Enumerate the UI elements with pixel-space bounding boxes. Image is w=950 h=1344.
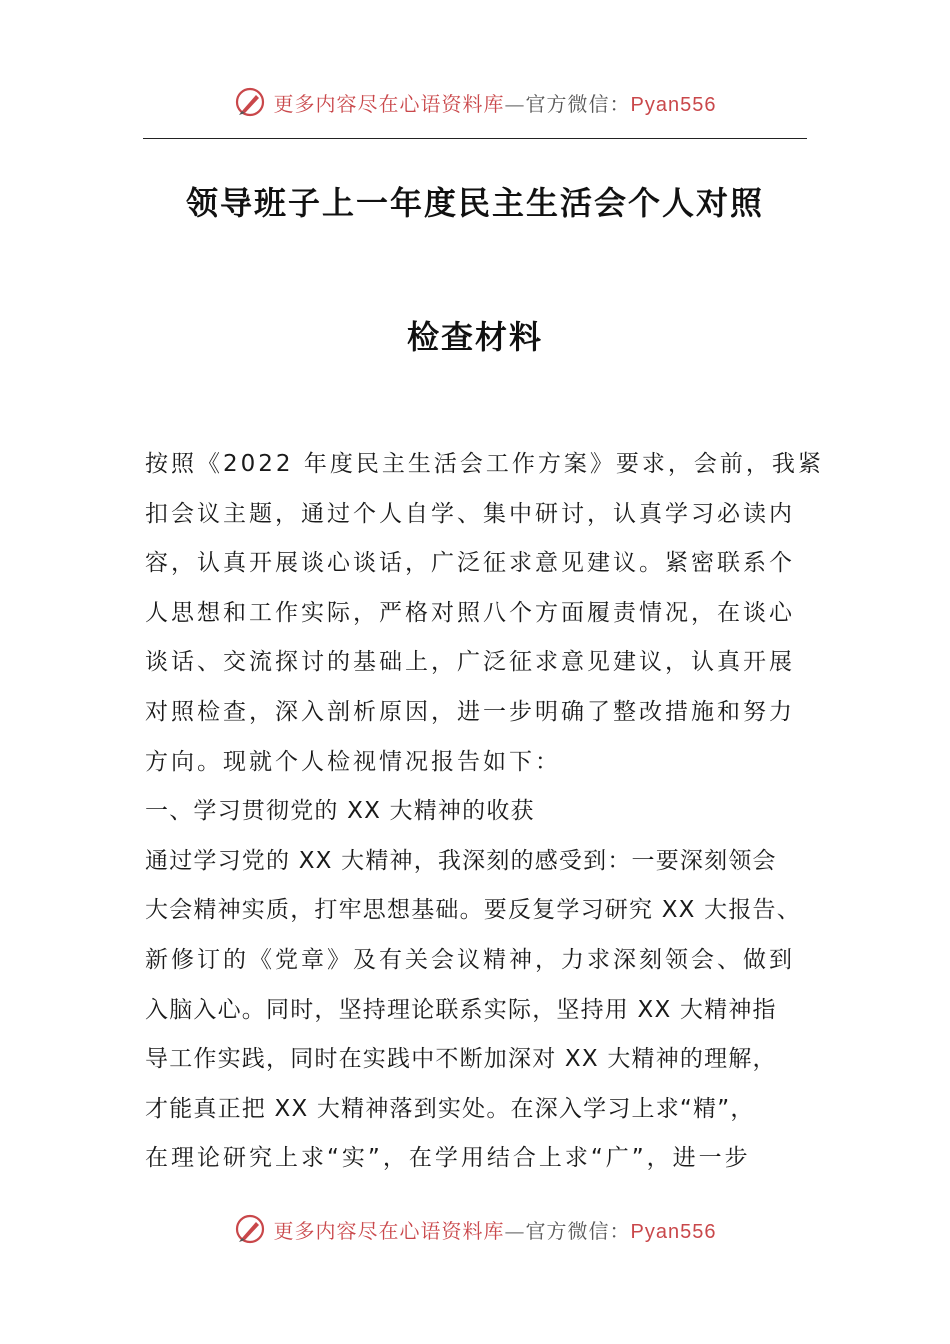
- watermark-text: [274, 88, 717, 117]
- watermark-separator: —: [504, 91, 526, 116]
- section-heading: 一、学习贯彻党的 XX 大精神的收获: [145, 798, 535, 825]
- header-watermark: [0, 82, 950, 122]
- body-line: 大会精神实质，打牢思想基础。要反复学习研究 XX 大报告、: [145, 897, 801, 924]
- body-line: 入脑入心。同时，坚持理论联系实际，坚持用 XX 大精神指: [145, 996, 777, 1023]
- watermark-wechat-id: Pyan556: [630, 93, 717, 116]
- body-line: 谈话、交流探讨的基础上，广泛征求意见建议，认真开展: [145, 649, 795, 676]
- body-line: 扣会议主题，通过个人自学、集中研讨，认真学习必读内: [145, 500, 795, 527]
- watermark-brand: 更多内容尽在心语资料库: [273, 1218, 505, 1243]
- watermark-brand: 更多内容尽在心语资料库: [273, 91, 505, 116]
- pen-circle-logo-icon: [234, 1213, 266, 1245]
- body-line: 对照检查，深入剖析原因，进一步明确了整改措施和努力: [145, 698, 795, 725]
- body-line: 新修订的《党章》及有关会议精神，力求深刻领会、做到: [145, 946, 795, 973]
- body-line: 通过学习党的 XX 大精神，我深刻的感受到：一要深刻领会: [145, 847, 777, 874]
- body-line: 才能真正把 XX 大精神落到实处。在深入学习上求“精”，: [145, 1095, 755, 1122]
- watermark-separator: —: [504, 1218, 526, 1243]
- watermark-wechat-id: Pyan556: [630, 1220, 717, 1243]
- watermark-text: [274, 1215, 717, 1244]
- watermark-label: 官方微信：: [525, 1218, 631, 1243]
- body-line: 方向。现就个人检视情况报告如下：: [145, 748, 561, 775]
- footer-watermark: [0, 1209, 950, 1249]
- body-line: 导工作实践，同时在实践中不断加深对 XX 大精神的理解，: [145, 1046, 777, 1073]
- watermark-label: 官方微信：: [525, 91, 631, 116]
- body-line: 在理论研究上求“实”，在学用结合上求“广”，进一步: [145, 1145, 751, 1172]
- pen-circle-logo-icon: [234, 86, 266, 118]
- header-divider: [143, 138, 807, 139]
- body-line: 容，认真开展谈心谈话，广泛征求意见建议。紧密联系个: [145, 550, 795, 577]
- document-body: [145, 440, 825, 1184]
- document-title-line1: 领导班子上一年度民主生活会个人对照: [185, 184, 764, 222]
- body-line: 人思想和工作实际，严格对照八个方面履责情况，在谈心: [145, 599, 795, 626]
- body-line: 按照《2022 年度民主生活会工作方案》要求，会前，我紧: [145, 451, 824, 477]
- document-title-line2: 检查材料: [406, 318, 543, 356]
